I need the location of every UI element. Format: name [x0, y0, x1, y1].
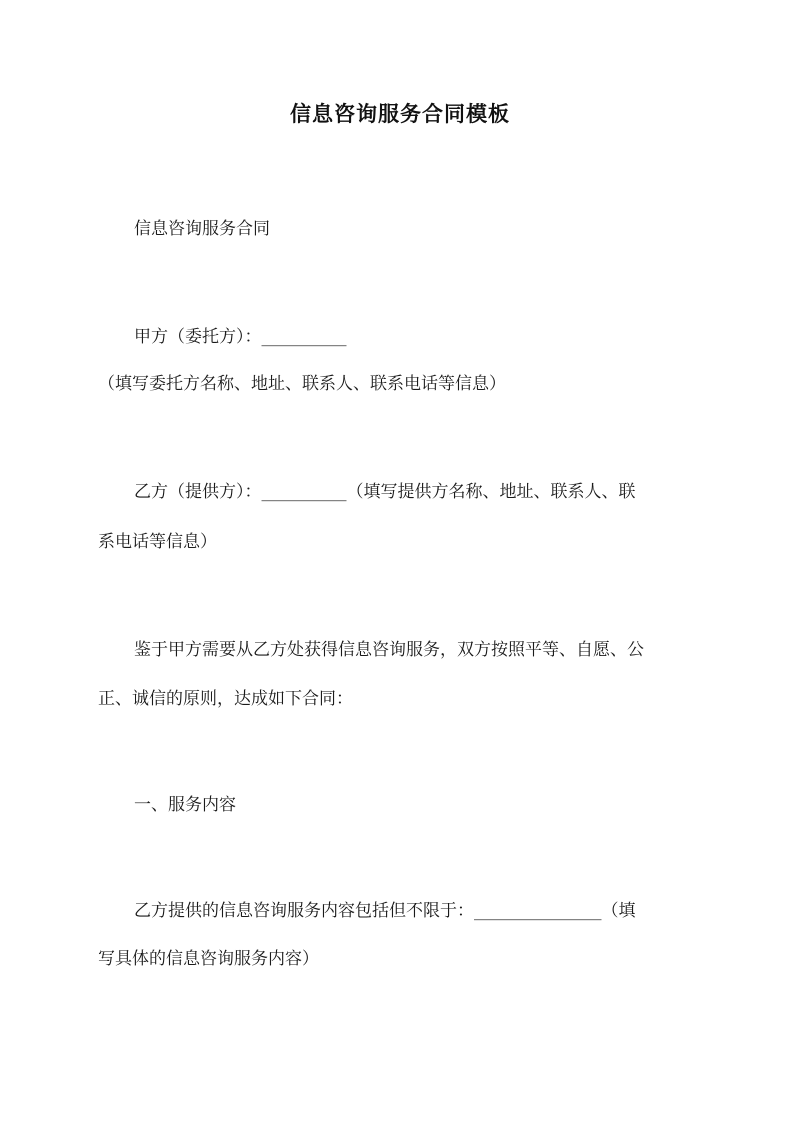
text-line: 甲方（委托方）：__________: [134, 327, 347, 347]
text-line: 信息咨询服务合同: [134, 219, 270, 239]
paragraph-preamble: [98, 623, 708, 677]
paragraph-party-a-note: [98, 357, 708, 411]
text-line: 系电话等信息）: [98, 532, 217, 552]
text-line: 乙方提供的信息咨询服务内容包括但不限于：_______________（填: [134, 901, 636, 921]
paragraph-service-content-cont: [98, 932, 708, 986]
text-line: 正、诚信的原则，达成如下合同：: [98, 689, 353, 709]
section-heading-service-content: [98, 778, 708, 832]
text-line: （填写委托方名称、地址、联系人、联系电话等信息）: [98, 374, 506, 394]
document-title: 信息咨询服务合同模板: [290, 101, 510, 126]
paragraph-party-b-cont: [98, 515, 708, 569]
text-line: 鉴于甲方需要从乙方处获得信息咨询服务，双方按照平等、自愿、公: [134, 640, 644, 660]
paragraph-contract-name: [98, 202, 708, 256]
text-line: 一、服务内容: [134, 795, 236, 815]
paragraph-preamble-cont: [98, 672, 708, 726]
paragraph-party-a: [98, 310, 708, 364]
text-line: 乙方（提供方）：__________（填写提供方名称、地址、联系人、联: [134, 482, 636, 502]
paragraph-party-b: [98, 465, 708, 519]
text-line: 写具体的信息咨询服务内容）: [98, 949, 319, 969]
paragraph-service-content: [98, 884, 708, 938]
